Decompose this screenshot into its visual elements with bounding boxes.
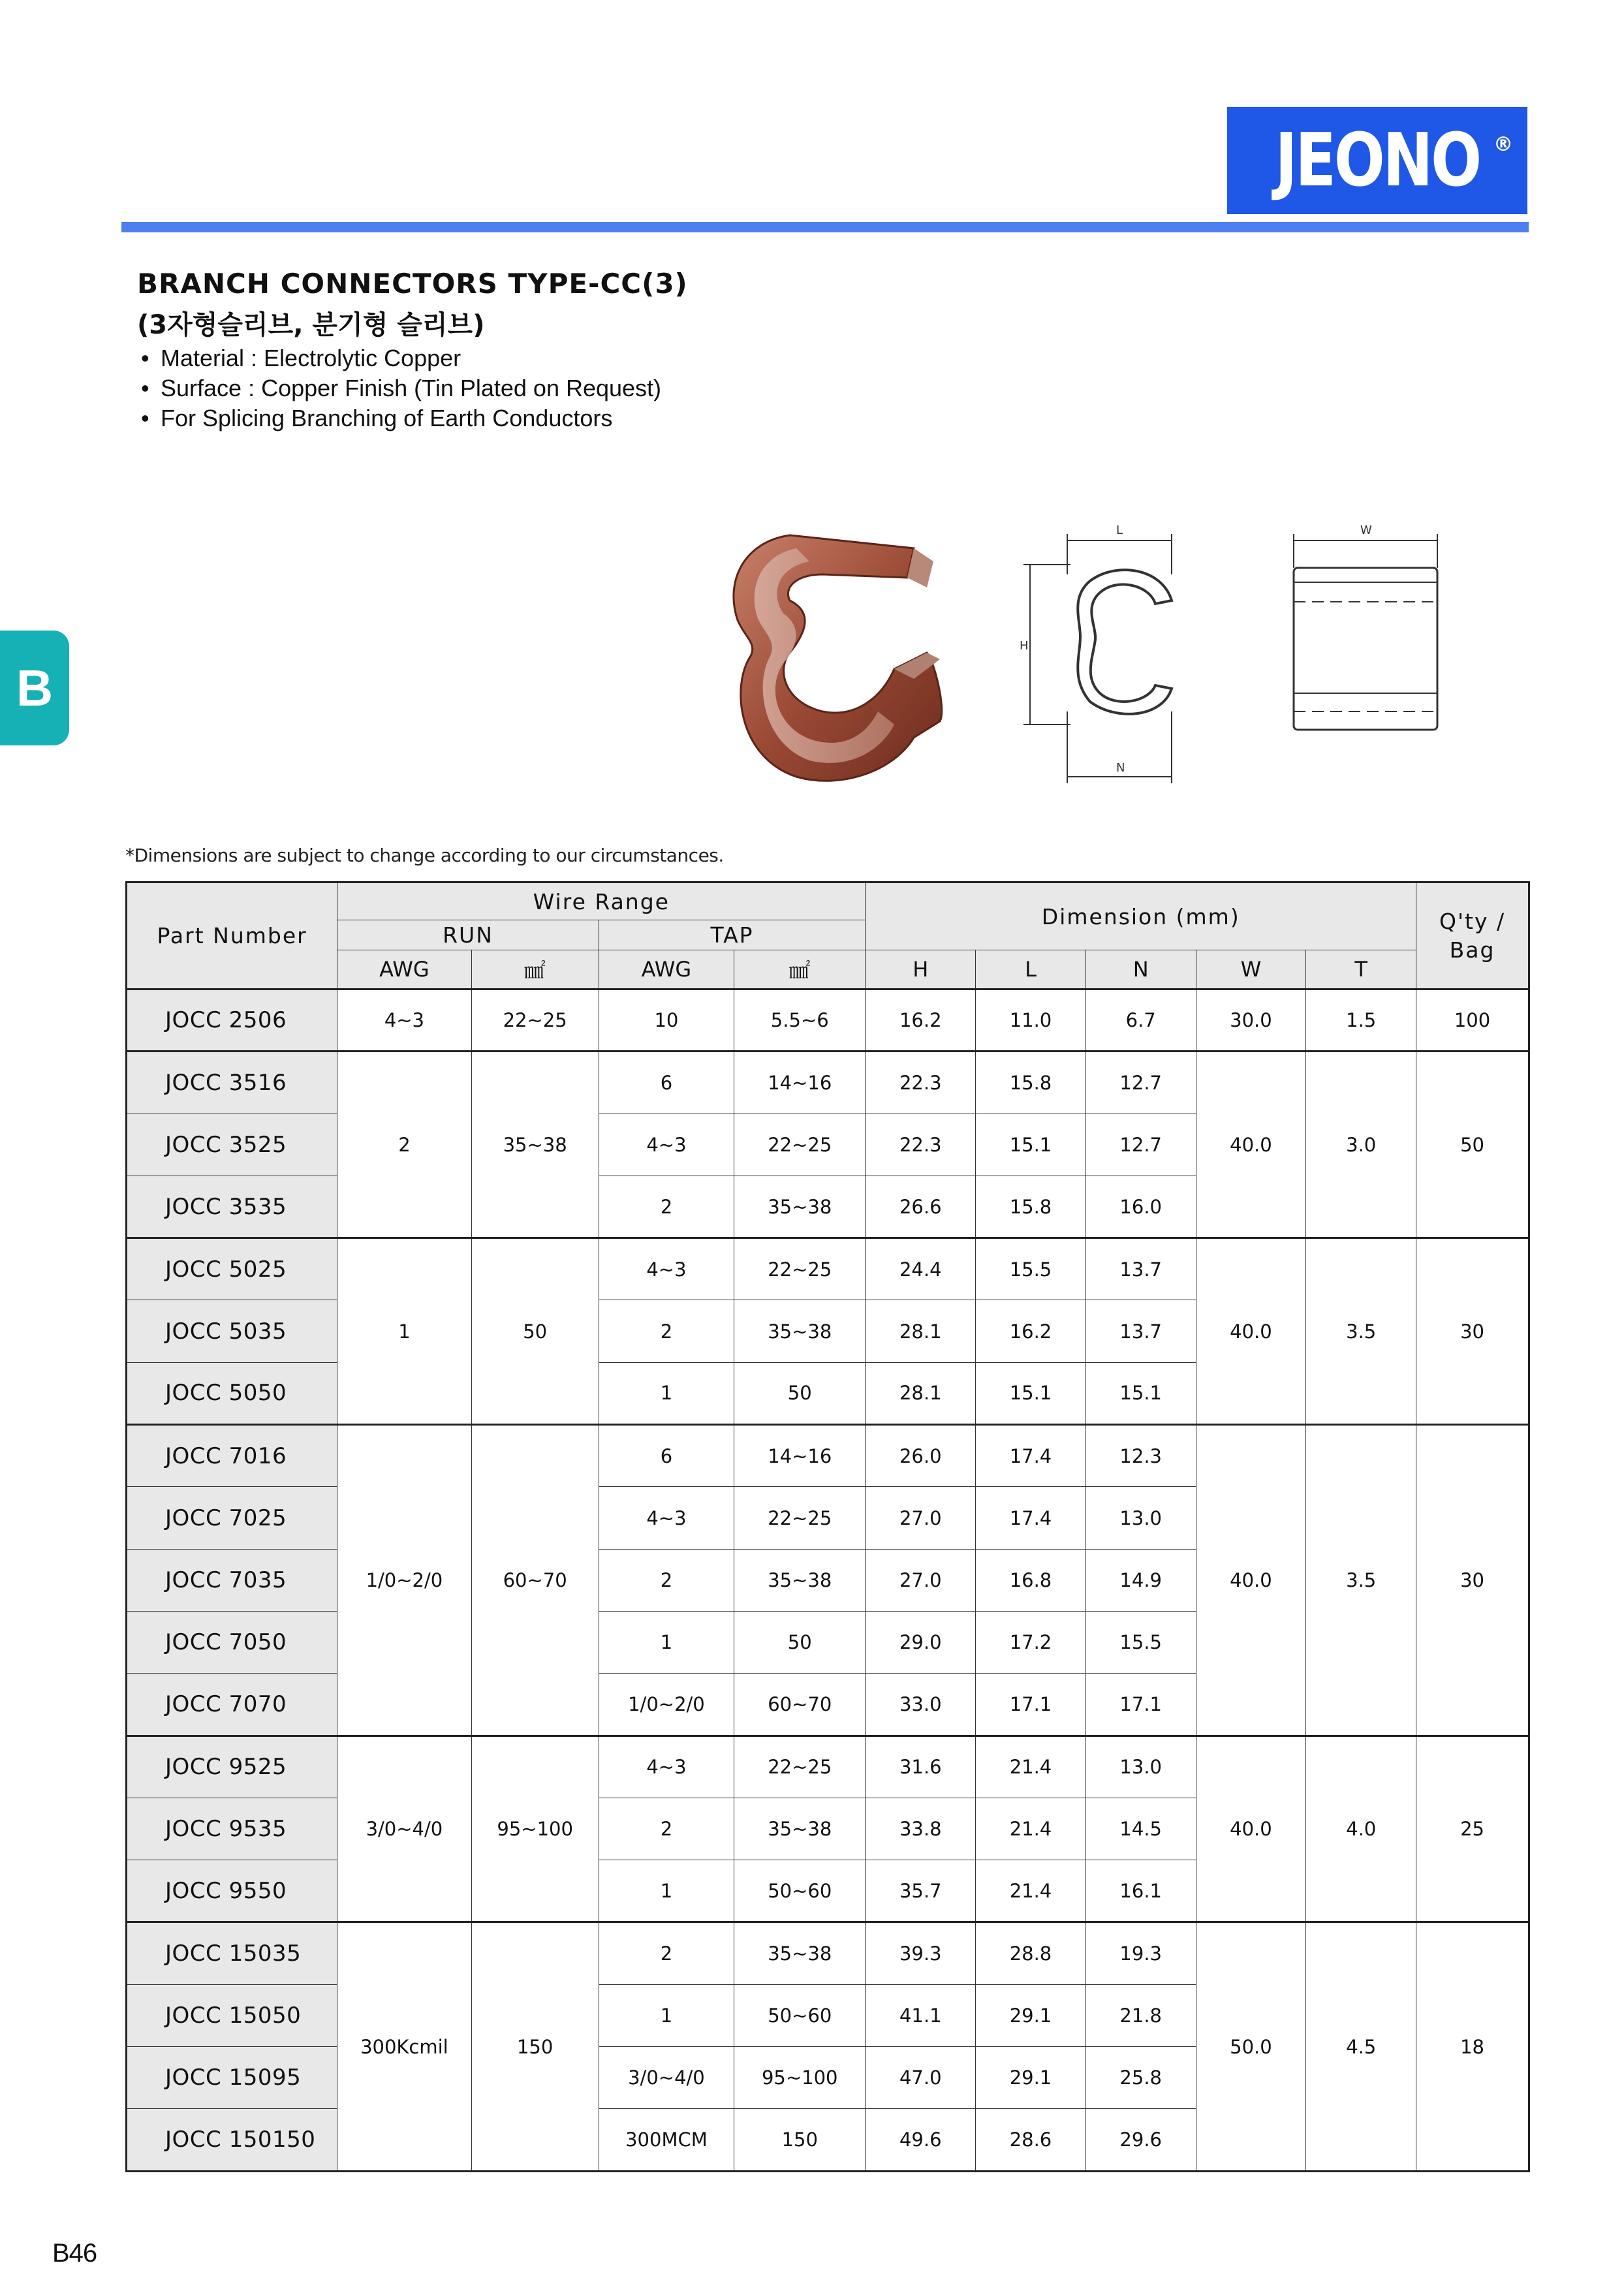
tap-mm2-cell: 35~38	[734, 1549, 866, 1611]
qty-cell: 30	[1416, 1238, 1529, 1425]
tap-awg-cell: 2	[599, 1176, 734, 1238]
part-number-cell: JOCC 7050	[127, 1611, 337, 1673]
feature-item: • Material : Electrolytic Copper	[141, 345, 461, 371]
dim-t-cell: 3.5	[1306, 1425, 1416, 1736]
dim-t-cell: 4.5	[1306, 1922, 1416, 2171]
tap-awg-cell: 4~3	[599, 1487, 734, 1549]
table-row	[127, 1238, 1529, 1300]
tap-mm2-cell: 60~70	[734, 1674, 866, 1736]
dim-l-cell: 15.8	[976, 1052, 1086, 1114]
dim-h-cell: 26.0	[866, 1425, 976, 1487]
tap-awg-cell: 4~3	[599, 1238, 734, 1300]
dim-l-cell: 11.0	[976, 990, 1086, 1052]
dim-n-cell: 15.1	[1085, 1362, 1196, 1424]
tap-mm2-cell: 22~25	[734, 1736, 866, 1798]
run-awg-cell: 300Kcmil	[337, 1922, 471, 2171]
run-mm2-cell: 50	[471, 1238, 599, 1425]
dim-n-cell: 12.7	[1085, 1114, 1196, 1176]
dim-h-cell: 31.6	[866, 1736, 976, 1798]
tap-mm2-cell: 50	[734, 1611, 866, 1673]
part-number-cell: JOCC 9525	[127, 1736, 337, 1798]
part-number-cell: JOCC 3516	[127, 1052, 337, 1114]
dim-l-cell: 29.1	[976, 1984, 1086, 2046]
dim-n-cell: 17.1	[1085, 1674, 1196, 1736]
part-number-cell: JOCC 7070	[127, 1674, 337, 1736]
run-mm2-cell: 60~70	[471, 1425, 599, 1736]
header-run-awg: AWG	[337, 950, 471, 990]
dim-l-cell: 15.8	[976, 1176, 1086, 1238]
table-row	[127, 1736, 1529, 1798]
dim-h-cell: 26.6	[866, 1176, 976, 1238]
tap-mm2-cell: 50~60	[734, 1860, 866, 1922]
dim-w-cell: 30.0	[1196, 990, 1306, 1052]
dim-n-cell: 14.9	[1085, 1549, 1196, 1611]
header-w: W	[1196, 950, 1306, 990]
table-row	[127, 1425, 1529, 1487]
run-awg-cell: 1/0~2/0	[337, 1425, 471, 1736]
dim-n-cell: 16.0	[1085, 1176, 1196, 1238]
table-row	[127, 990, 1529, 1052]
tap-awg-cell: 2	[599, 1549, 734, 1611]
part-number-cell: JOCC 5025	[127, 1238, 337, 1300]
tap-mm2-cell: 35~38	[734, 1300, 866, 1362]
dim-l-cell: 17.4	[976, 1425, 1086, 1487]
dim-n-cell: 13.0	[1085, 1487, 1196, 1549]
tap-mm2-cell: 35~38	[734, 1176, 866, 1238]
dim-h-cell: 47.0	[866, 2047, 976, 2109]
dim-l-cell: 17.2	[976, 1611, 1086, 1673]
dim-n-cell: 12.3	[1085, 1425, 1196, 1487]
header-rule	[121, 222, 1529, 232]
run-awg-cell: 4~3	[337, 990, 471, 1052]
tap-awg-cell: 1	[599, 1860, 734, 1922]
dim-n-cell: 14.5	[1085, 1798, 1196, 1860]
qty-cell: 50	[1416, 1052, 1529, 1238]
tap-awg-cell: 3/0~4/0	[599, 2047, 734, 2109]
tap-awg-cell: 2	[599, 1300, 734, 1362]
technical-drawing	[1018, 522, 1475, 796]
dim-h-cell: 24.4	[866, 1238, 976, 1300]
dim-label-h: H	[1020, 639, 1029, 653]
header-run-mm2: ㎟	[471, 950, 599, 990]
tap-awg-cell: 10	[599, 990, 734, 1052]
tap-mm2-cell: 150	[734, 2109, 866, 2171]
dim-label-n: N	[1116, 761, 1125, 775]
part-number-cell: JOCC 15050	[127, 1984, 337, 2046]
dim-h-cell: 16.2	[866, 990, 976, 1052]
dimensions-note: *Dimensions are subject to change according to our circumstances.	[125, 845, 724, 866]
dim-t-cell: 4.0	[1306, 1736, 1416, 1922]
dim-l-cell: 28.8	[976, 1922, 1086, 1984]
tap-awg-cell: 300MCM	[599, 2109, 734, 2171]
dim-n-cell: 6.7	[1085, 990, 1196, 1052]
run-awg-cell: 1	[337, 1238, 471, 1425]
dim-n-cell: 21.8	[1085, 1984, 1196, 2046]
header-part-number: Part Number	[127, 882, 337, 990]
header-tap-awg: AWG	[599, 950, 734, 990]
dim-h-cell: 22.3	[866, 1052, 976, 1114]
tap-awg-cell: 1/0~2/0	[599, 1674, 734, 1736]
dim-label-w: W	[1360, 523, 1372, 537]
logo-wordmark: JEONO	[1275, 118, 1480, 203]
tap-mm2-cell: 50	[734, 1362, 866, 1424]
dim-l-cell: 15.1	[976, 1362, 1086, 1424]
dim-label-l: L	[1116, 523, 1123, 537]
part-number-cell: JOCC 2506	[127, 990, 337, 1052]
tap-mm2-cell: 35~38	[734, 1922, 866, 1984]
tap-awg-cell: 1	[599, 1611, 734, 1673]
qty-cell: 25	[1416, 1736, 1529, 1922]
dim-l-cell: 21.4	[976, 1798, 1086, 1860]
dim-l-cell: 28.6	[976, 2109, 1086, 2171]
dim-l-cell: 17.1	[976, 1674, 1086, 1736]
dim-l-cell: 21.4	[976, 1736, 1086, 1798]
part-number-cell: JOCC 3535	[127, 1176, 337, 1238]
dim-l-cell: 17.4	[976, 1487, 1086, 1549]
part-number-cell: JOCC 7016	[127, 1425, 337, 1487]
part-number-cell: JOCC 9550	[127, 1860, 337, 1922]
run-mm2-cell: 35~38	[471, 1052, 599, 1238]
registered-mark: ®	[1493, 133, 1513, 156]
dim-h-cell: 28.1	[866, 1362, 976, 1424]
qty-cell: 18	[1416, 1922, 1529, 2171]
dim-l-cell: 21.4	[976, 1860, 1086, 1922]
product-photo	[718, 522, 979, 796]
run-mm2-cell: 22~25	[471, 990, 599, 1052]
feature-item: • Surface : Copper Finish (Tin Plated on Request)	[141, 375, 662, 401]
tap-mm2-cell: 95~100	[734, 2047, 866, 2109]
part-number-cell: JOCC 15095	[127, 2047, 337, 2109]
part-number-cell: JOCC 9535	[127, 1798, 337, 1860]
dim-t-cell: 1.5	[1306, 990, 1416, 1052]
header-n: N	[1085, 950, 1196, 990]
dim-l-cell: 15.5	[976, 1238, 1086, 1300]
dim-t-cell: 3.0	[1306, 1052, 1416, 1238]
dim-n-cell: 29.6	[1085, 2109, 1196, 2171]
tap-awg-cell: 6	[599, 1425, 734, 1487]
header-qty: Q'ty / Bag	[1416, 882, 1529, 990]
header-run: RUN	[337, 920, 599, 950]
tap-awg-cell: 6	[599, 1052, 734, 1114]
tap-mm2-cell: 22~25	[734, 1238, 866, 1300]
dim-l-cell: 16.8	[976, 1549, 1086, 1611]
dim-n-cell: 13.0	[1085, 1736, 1196, 1798]
dim-h-cell: 27.0	[866, 1487, 976, 1549]
dim-t-cell: 3.5	[1306, 1238, 1416, 1425]
dim-n-cell: 19.3	[1085, 1922, 1196, 1984]
part-number-cell: JOCC 15035	[127, 1922, 337, 1984]
header-dimension: Dimension (mm)	[866, 882, 1416, 950]
feature-item: • For Splicing Branching of Earth Conductors	[141, 405, 613, 431]
dim-h-cell: 39.3	[866, 1922, 976, 1984]
dim-l-cell: 16.2	[976, 1300, 1086, 1362]
dim-w-cell: 50.0	[1196, 1922, 1306, 2171]
qty-cell: 100	[1416, 990, 1529, 1052]
dim-n-cell: 13.7	[1085, 1238, 1196, 1300]
section-tab[interactable]	[0, 631, 69, 745]
dim-w-cell: 40.0	[1196, 1736, 1306, 1922]
tap-awg-cell: 2	[599, 1798, 734, 1860]
dim-h-cell: 33.0	[866, 1674, 976, 1736]
header-t: T	[1306, 950, 1416, 990]
table-row	[127, 1922, 1529, 1984]
dim-n-cell: 13.7	[1085, 1300, 1196, 1362]
dim-h-cell: 41.1	[866, 1984, 976, 2046]
dim-h-cell: 33.8	[866, 1798, 976, 1860]
dim-l-cell: 15.1	[976, 1114, 1086, 1176]
header-tap: TAP	[599, 920, 866, 950]
dim-l-cell: 29.1	[976, 2047, 1086, 2109]
part-number-cell: JOCC 150150	[127, 2109, 337, 2171]
dim-n-cell: 12.7	[1085, 1052, 1196, 1114]
tap-awg-cell: 4~3	[599, 1114, 734, 1176]
tap-mm2-cell: 14~16	[734, 1425, 866, 1487]
dim-h-cell: 49.6	[866, 2109, 976, 2171]
feature-list	[141, 343, 661, 433]
table-row	[127, 1052, 1529, 1114]
dim-h-cell: 22.3	[866, 1114, 976, 1176]
header-l: L	[976, 950, 1086, 990]
dim-w-cell: 40.0	[1196, 1238, 1306, 1425]
section-tab-label: B	[16, 659, 54, 717]
header-wire-range: Wire Range	[337, 882, 866, 920]
header-tap-mm2: ㎟	[734, 950, 866, 990]
tap-mm2-cell: 35~38	[734, 1798, 866, 1860]
dim-h-cell: 28.1	[866, 1300, 976, 1362]
jeono-logo	[1227, 107, 1527, 214]
tap-mm2-cell: 22~25	[734, 1487, 866, 1549]
run-mm2-cell: 150	[471, 1922, 599, 2171]
tap-awg-cell: 1	[599, 1984, 734, 2046]
tap-mm2-cell: 50~60	[734, 1984, 866, 2046]
header-h: H	[866, 950, 976, 990]
tap-mm2-cell: 14~16	[734, 1052, 866, 1114]
dim-n-cell: 25.8	[1085, 2047, 1196, 2109]
page-title: BRANCH CONNECTORS TYPE-CC(3)	[137, 268, 688, 300]
part-number-cell: JOCC 3525	[127, 1114, 337, 1176]
dim-w-cell: 40.0	[1196, 1425, 1306, 1736]
run-mm2-cell: 95~100	[471, 1736, 599, 1922]
part-number-cell: JOCC 7035	[127, 1549, 337, 1611]
page-subtitle: (3자형슬리브, 분기형 슬리브)	[137, 310, 485, 340]
run-awg-cell: 3/0~4/0	[337, 1736, 471, 1922]
tap-awg-cell: 4~3	[599, 1736, 734, 1798]
run-awg-cell: 2	[337, 1052, 471, 1238]
part-number-cell: JOCC 7025	[127, 1487, 337, 1549]
spec-table-body	[127, 990, 1529, 2172]
dim-h-cell: 29.0	[866, 1611, 976, 1673]
part-number-cell: JOCC 5050	[127, 1362, 337, 1424]
part-number-cell: JOCC 5035	[127, 1300, 337, 1362]
qty-cell: 30	[1416, 1425, 1529, 1736]
dim-n-cell: 15.5	[1085, 1611, 1196, 1673]
tap-awg-cell: 2	[599, 1922, 734, 1984]
dim-h-cell: 35.7	[866, 1860, 976, 1922]
dim-n-cell: 16.1	[1085, 1860, 1196, 1922]
dim-h-cell: 27.0	[866, 1549, 976, 1611]
tap-mm2-cell: 22~25	[734, 1114, 866, 1176]
tap-mm2-cell: 5.5~6	[734, 990, 866, 1052]
spec-table	[125, 881, 1530, 2172]
page-number: B46	[52, 2239, 97, 2268]
dim-w-cell: 40.0	[1196, 1052, 1306, 1238]
tap-awg-cell: 1	[599, 1362, 734, 1424]
